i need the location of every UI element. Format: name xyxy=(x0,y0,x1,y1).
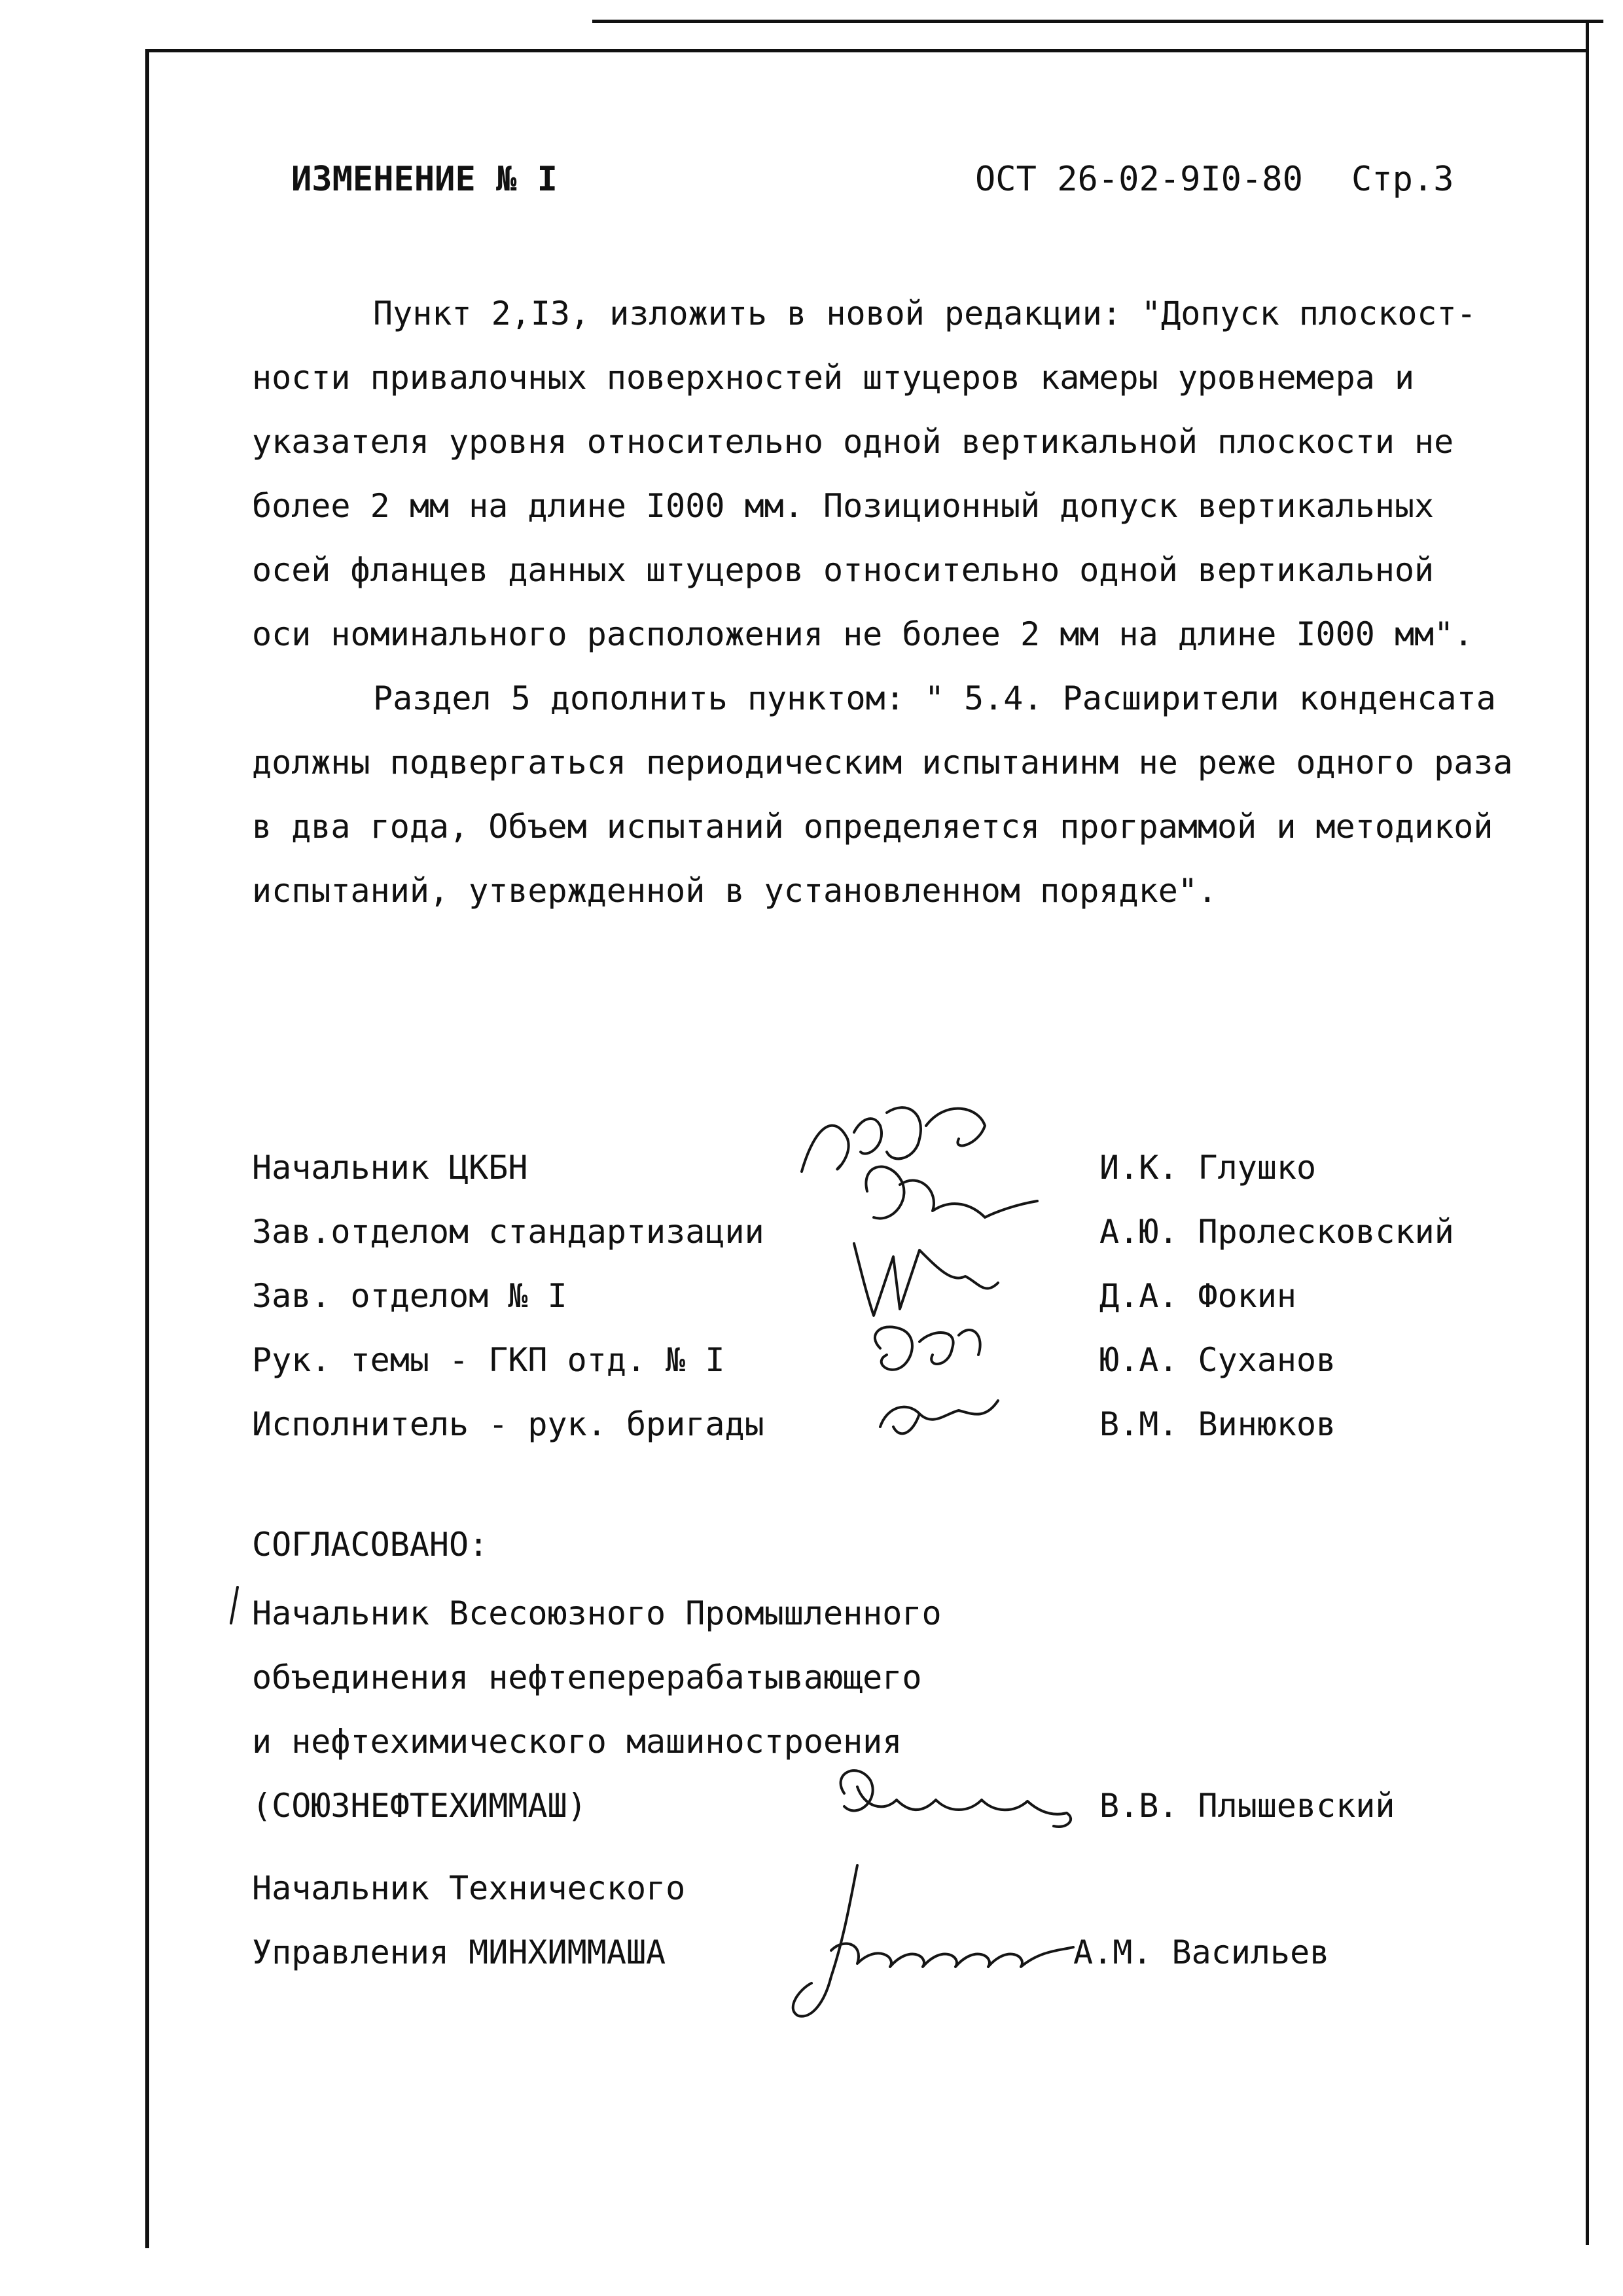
body-line: ности привалочных поверхностей штуцеров камеры уровнемера и xyxy=(252,359,1415,397)
agreed-org-line: объединения нефтеперерабатывающего xyxy=(252,1659,922,1696)
signatory-position: Начальник ЦКБН xyxy=(252,1149,528,1187)
signatory-position: Зав.отделом стандартизации xyxy=(252,1213,764,1251)
agreed-org-line: Начальник Технического xyxy=(252,1869,686,1907)
signatory-name: В.М. Винюков xyxy=(1099,1405,1336,1443)
margin-mark xyxy=(226,1584,245,1630)
body-line: оси номинального расположения не более 2 мм на длине I000 мм". xyxy=(252,615,1474,653)
body-line: указателя уровня относительно одной вертикальной плоскости не xyxy=(252,423,1454,461)
body-line: в два года, Объем испытаний определяется программой и методикой xyxy=(252,808,1493,846)
frame-left-line xyxy=(145,49,149,2248)
signatory-position: Исполнитель - рук. бригады xyxy=(252,1405,764,1443)
top-border-line xyxy=(592,20,1603,23)
frame-right-line xyxy=(1586,20,1589,2245)
agreed-signatory-name: В.В. Плышевский xyxy=(1099,1787,1395,1825)
document-number: ОСТ 26-02-9I0-80 xyxy=(975,160,1303,199)
change-label: ИЗМЕНЕНИЕ № I xyxy=(291,160,558,199)
body-line: должны подвергаться периодическим испытанинм не реже одного раза xyxy=(252,744,1513,781)
handwritten-signatures xyxy=(789,1086,1063,1453)
body-line: Пункт 2,I3, изложить в новой редакции: "Допуск плоскост- xyxy=(373,295,1476,332)
signatory-name: Ю.А. Суханов xyxy=(1099,1341,1336,1379)
signatory-position: Зав. отделом № I xyxy=(252,1277,567,1315)
agreed-org-line: Начальник Всесоюзного Промышленного xyxy=(252,1594,942,1632)
signatory-position: Рук. темы - ГКП отд. № I xyxy=(252,1341,725,1379)
frame-top-line xyxy=(145,49,1589,52)
document-body xyxy=(252,281,1515,923)
agreed-org-line: (СОЮЗНЕФТЕХИММАШ) xyxy=(252,1787,587,1825)
signature-vasiliev xyxy=(733,1859,1099,2029)
signatory-name: А.Ю. Пролесковский xyxy=(1099,1213,1454,1251)
body-line: Раздел 5 дополнить пунктом: " 5.4. Расширители конденсата xyxy=(373,679,1496,717)
signatory-name: Д.А. Фокин xyxy=(1099,1277,1297,1315)
signature-plyshevsky xyxy=(818,1754,1106,1846)
signatory-name: И.К. Глушко xyxy=(1099,1149,1317,1187)
body-line: испытаний, утвержденной в установленном порядке". xyxy=(252,872,1218,910)
page-number: Стр.3 xyxy=(1351,160,1454,199)
body-line: более 2 мм на длине I000 мм. Позиционный допуск вертикальных xyxy=(252,487,1435,525)
agreed-org-line: Управления МИНХИММАША xyxy=(252,1933,666,1971)
agreed-signatory-name: А.М. Васильев xyxy=(1073,1933,1330,1971)
agreed-heading: СОГЛАСОВАНО: xyxy=(252,1526,489,1564)
agreed-org-line: и нефтехимического машиностроения xyxy=(252,1723,902,1761)
body-line: осей фланцев данных штуцеров относительно одной вертикальной xyxy=(252,551,1435,589)
